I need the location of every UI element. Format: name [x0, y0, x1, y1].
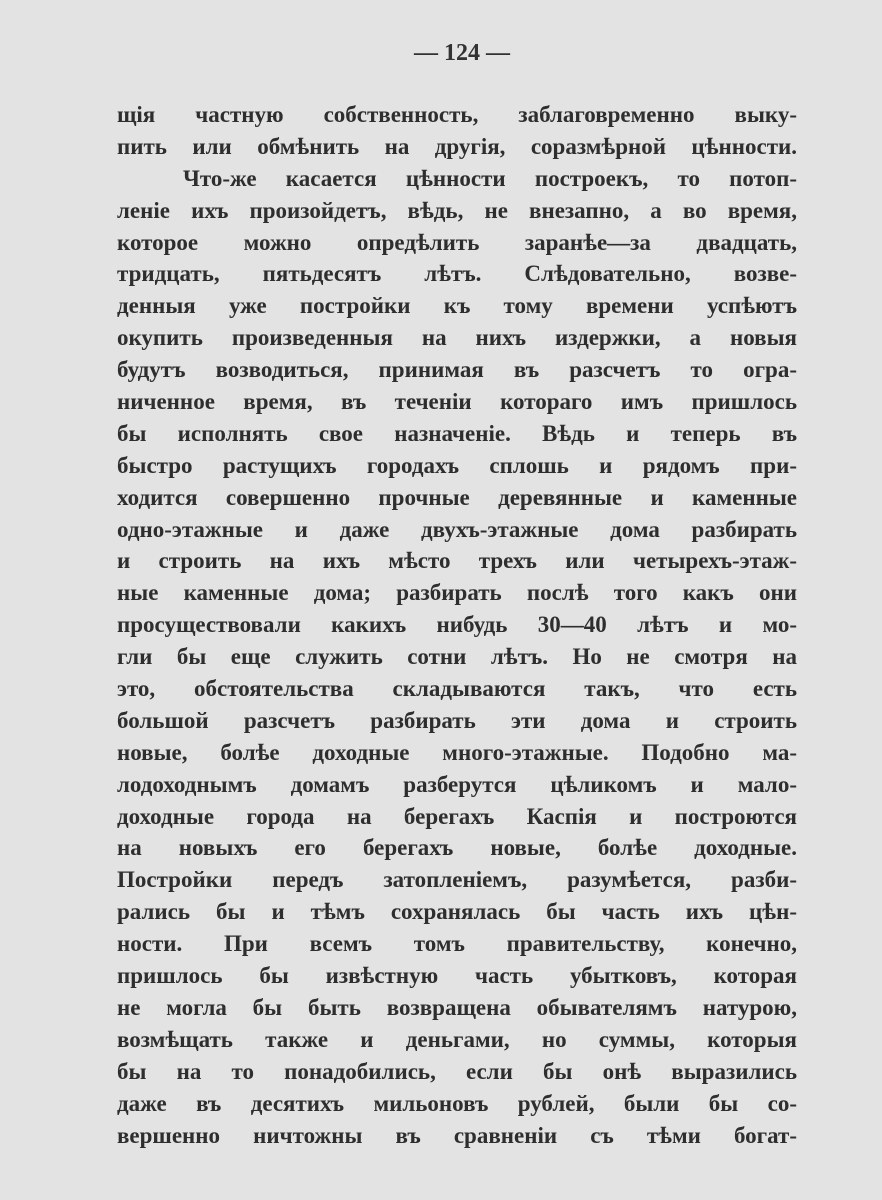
text-line: просуществовали какихъ нибудь 30—40 лѣтъ и мо- [117, 612, 797, 638]
text-line: возмѣщать также и деньгами, но суммы, которыя [117, 1026, 797, 1052]
text-line: лодоходнымъ домамъ разберутся цѣликомъ и мало- [117, 771, 797, 797]
text-line: гли бы еще служить сотни лѣтъ. Но не смотря на [117, 644, 797, 670]
page-number: — 124 — [414, 40, 510, 66]
text-line: ниченное время, въ теченіи котораго имъ пришлось [117, 389, 797, 415]
text-line: тридцать, пятьдесятъ лѣтъ. Слѣдовательно, возве- [117, 261, 797, 287]
text-line: даже въ десятихъ мильоновъ рублей, были бы со- [117, 1090, 797, 1116]
text-line: доходные города на берегахъ Каспія и построются [117, 803, 797, 829]
text-line: окупить произведенныя на нихъ издержки, а новыя [117, 325, 797, 351]
text-line: бы исполнять свое назначеніе. Вѣдь и теперь въ [117, 420, 797, 446]
text-line: вершенно ничтожны въ сравненіи съ тѣми богат- [117, 1122, 797, 1148]
text-line: ности. При всемъ томъ правительству, конечно, [117, 931, 797, 957]
text-line: которое можно опредѣлить заранѣе—за двадцать, [117, 229, 797, 255]
text-line: на новыхъ его берегахъ новые, болѣе доходные. [117, 835, 797, 861]
paragraph-start-line: Что-же касается цѣнности построекъ, то потоп- [183, 165, 797, 191]
text-line: большой разсчетъ разбирать эти дома и строить [117, 707, 797, 733]
text-line: бы на то понадобились, если бы онѣ выразились [117, 1058, 797, 1084]
text-line: денныя уже постройки къ тому времени успѣютъ [117, 293, 797, 319]
text-line: одно-этажные и даже двухъ-этажные дома разбирать [117, 516, 797, 542]
text-line: будутъ возводиться, принимая въ разсчетъ то огра- [117, 357, 797, 383]
text-line: леніе ихъ произойдетъ, вѣдь, не внезапно, а во время, [117, 197, 797, 223]
text-line: не могла бы быть возвращена обывателямъ натурою, [117, 994, 797, 1020]
text-line: пришлось бы извѣстную часть убытковъ, которая [117, 963, 797, 989]
text-line: быстро растущихъ городахъ сплошь и рядомъ при- [117, 452, 797, 478]
text-line: рались бы и тѣмъ сохранялась бы часть ихъ цѣн- [117, 899, 797, 925]
text-line: и строить на ихъ мѣсто трехъ или четырехъ-этаж- [117, 548, 797, 574]
text-line: ходится совершенно прочные деревянные и каменные [117, 484, 797, 510]
text-line: ные каменные дома; разбирать послѣ того какъ они [117, 580, 797, 606]
text-line: щія частную собственность, заблаговременно выку- [117, 102, 797, 127]
body-text [117, 99, 797, 1151]
text-line: новые, болѣе доходные много-этажные. Подобно ма- [117, 739, 797, 765]
text-line: пить или обмѣнить на другія, соразмѣрной цѣнности. [117, 133, 797, 159]
text-line: это, обстоятельства складываются такъ, что есть [117, 676, 797, 702]
text-line: Постройки передъ затопленіемъ, разумѣется, разби- [117, 867, 797, 893]
